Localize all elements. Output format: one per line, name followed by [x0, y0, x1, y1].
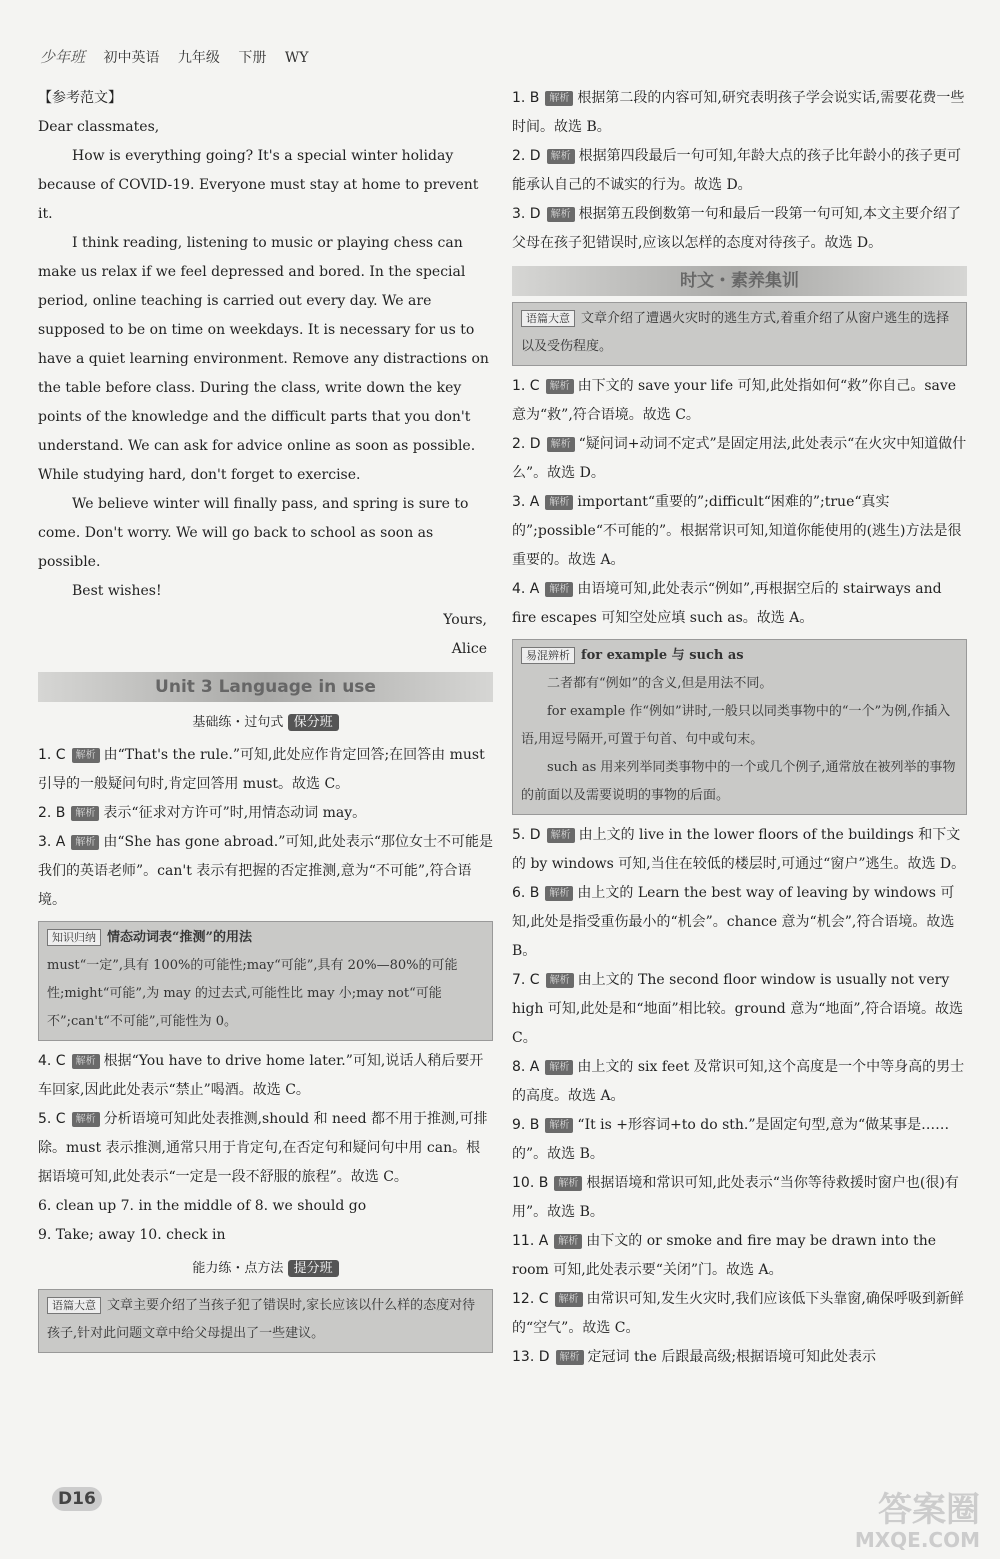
- answer-item: [38, 741, 493, 799]
- analysis-badge: 解析: [554, 1176, 582, 1191]
- box-title: for example 与 such as: [581, 648, 744, 663]
- answer-text: important“重要的”;difficult“困难的”;true“真实的”;possible“不可能的”。根据常识可知,知道你能使用的(逃生)方法是很重要的。故选 A。: [512, 494, 962, 568]
- answer-number: 1. B: [512, 90, 540, 106]
- answer-number: 2. D: [512, 148, 541, 164]
- answer-item: [512, 1343, 967, 1372]
- analysis-badge: 解析: [545, 1060, 573, 1075]
- answer-item: [512, 372, 967, 430]
- header-grade: 九年级: [177, 50, 220, 66]
- answer-number: 6. B: [512, 885, 540, 901]
- analysis-badge: 解析: [556, 1350, 584, 1365]
- answer-line: 9. Take; away 10. check in: [38, 1227, 226, 1243]
- brand-logo: 少年班: [40, 48, 86, 66]
- box-tag: 知识归纳: [47, 929, 101, 946]
- answer-text: 定冠词 the 后跟最高级;根据语境可知此处表示: [587, 1349, 877, 1365]
- answer-item: [512, 1285, 967, 1343]
- compare-box: [512, 639, 967, 815]
- section-ability: [38, 1254, 493, 1283]
- box-tag: 语篇大意: [521, 310, 575, 327]
- answer-line: 6. clean up 7. in the middle of 8. we should go: [38, 1198, 367, 1214]
- answer-text: 由上文的 six feet 及常识可知,这个高度是一个中等身高的男士的高度。故选 A。: [512, 1059, 965, 1104]
- answer-number: 7. C: [512, 972, 540, 988]
- answer-text: 由“She has gone abroad.”可知,此处表示“那位女士不可能是我们的英语老师”。can't 表示有把握的否定推测,意为“不可能”,符合语境。: [38, 834, 493, 908]
- answer-number: 3. A: [38, 834, 66, 850]
- answer-number: 10. B: [512, 1175, 549, 1191]
- answer-item: [512, 1111, 967, 1169]
- answer-text: 根据语境和常识可知,此处表示“当你等待救援时窗户也(很)有用”。故选 B。: [512, 1175, 959, 1220]
- section-tag: 提分班: [288, 1260, 339, 1277]
- answer-number: 13. D: [512, 1349, 550, 1365]
- answer-text: 由下文的 save your life 可知,此处指如何“救”你自己。save 意为“救”,符合语境。故选 C。: [512, 378, 957, 423]
- answer-item: [512, 1169, 967, 1227]
- knowledge-box: [38, 921, 493, 1041]
- answer-text: 表示“征求对方许可”时,用情态动词 may。: [103, 805, 367, 821]
- essay-closing: Best wishes!: [72, 583, 162, 599]
- right-column: [512, 84, 967, 1372]
- essay-paragraph: We believe winter will finally pass, and spring is sure to come. Don't worry. We will go back to school as soon as possible.: [38, 496, 469, 570]
- essay-paragraph: How is everything going? It's a special winter holiday because of COVID-19. Everyone must stay at home to prevent it.: [38, 148, 479, 222]
- header-volume: 下册: [238, 50, 267, 66]
- answer-item: [512, 142, 967, 200]
- section-tag: 保分班: [288, 714, 339, 731]
- box-title: 情态动词表“推测”的用法: [107, 930, 252, 945]
- analysis-badge: 解析: [547, 149, 575, 164]
- answer-text: 由上文的 Learn the best way of leaving by windows 可知,此处是指受重伤最小的“机会”。chance 意为“机会”,符合语境。故选 B。: [512, 885, 955, 959]
- answer-text: 由常识可知,发生火灾时,我们应该低下头靠窗,确保呼吸到新鲜的“空气”。故选 C。: [512, 1291, 964, 1336]
- answer-item: [512, 1053, 967, 1111]
- answer-text: 根据第四段最后一句可知,年龄大点的孩子比年龄小的孩子更可能承认自己的不诚实的行为。故选 D。: [512, 148, 962, 193]
- watermark-small: MXQE.COM: [854, 1528, 980, 1552]
- answer-number: 1. C: [38, 747, 66, 763]
- answer-number: 2. D: [512, 436, 541, 452]
- answer-item: [512, 1227, 967, 1285]
- answer-number: 3. A: [512, 494, 540, 510]
- summary-box: [38, 1289, 493, 1353]
- section-banner: 时文・素养集训: [512, 266, 967, 296]
- analysis-badge: 解析: [72, 748, 100, 763]
- page-number: D16: [52, 1487, 102, 1511]
- section-label: 基础练・过句式: [192, 715, 284, 730]
- analysis-badge: 解析: [545, 91, 573, 106]
- watermark-big: 答案圈: [878, 1490, 980, 1530]
- answer-list: [512, 372, 967, 633]
- answer-text: 由上文的 The second floor window is usually not very high 可知,此处是和“地面”相比较。ground 意为“地面”,符合语境。故选 C。: [512, 972, 963, 1046]
- answer-text: “疑问词+动词不定式”是固定用法,此处表示“在火灾中知道做什么”。故选 D。: [512, 436, 967, 481]
- answer-number: 9. B: [512, 1117, 540, 1133]
- header-subject: 初中英语: [103, 50, 160, 66]
- left-column: [38, 84, 493, 1359]
- page-header: [40, 46, 322, 67]
- answer-number: 5. C: [38, 1111, 66, 1127]
- analysis-badge: 解析: [71, 806, 99, 821]
- analysis-badge: 解析: [545, 582, 573, 597]
- answer-item: [512, 430, 967, 488]
- answer-number: 2. B: [38, 805, 66, 821]
- box-text: 文章介绍了遭遇火灾时的逃生方式,着重介绍了从窗户逃生的选择以及受伤程度。: [521, 311, 950, 354]
- section-basic: [38, 708, 493, 737]
- box-tag: 易混辨析: [521, 647, 575, 664]
- answer-number: 3. D: [512, 206, 541, 222]
- analysis-badge: 解析: [546, 973, 574, 988]
- box-line: such as 用来列举同类事物中的一个或几个例子,通常放在被列举的事物的前面以及需要说明的事物的后面。: [521, 760, 956, 803]
- answer-text: 由上文的 live in the lower floors of the buildings 和下文的 by windows 可知,当住在较低的楼层时,可通过“窗户”逃生。故选 D。: [512, 827, 966, 872]
- answer-number: 8. A: [512, 1059, 540, 1075]
- answer-text: 由“That's the rule.”可知,此处应作肯定回答;在回答由 must 引导的一般疑问句时,肯定回答用 must。故选 C。: [38, 747, 485, 792]
- analysis-badge: 解析: [546, 379, 574, 394]
- essay-tag: 【参考范文】: [38, 90, 122, 106]
- answer-text: 分析语境可知此处表推测,should 和 need 都不用于推测,可排除。must 表示推测,通常只用于肯定句,在否定句和疑问句中用 can。根据语境可知,此处表示“一定是一段不舒服的旅程”。故选 C。: [38, 1111, 488, 1185]
- box-line: for example 作“例如”讲时,一般只以同类事物中的“一个”为例,作插入语,用逗号隔开,可置于句首、句中或句末。: [521, 704, 951, 747]
- answer-number: 1. C: [512, 378, 540, 394]
- analysis-badge: 解析: [545, 886, 573, 901]
- analysis-badge: 解析: [72, 1112, 100, 1127]
- answer-item: [512, 84, 967, 142]
- box-text: 文章主要介绍了当孩子犯了错误时,家长应该以什么样的态度对待孩子,针对此问题文章中给父母提出了一些建议。: [47, 1298, 476, 1341]
- box-line: 二者都有“例如”的含义,但是用法不同。: [547, 676, 773, 691]
- answer-list: [512, 84, 967, 258]
- answer-number: 11. A: [512, 1233, 549, 1249]
- answer-list: [38, 741, 493, 915]
- answer-list: [38, 1047, 493, 1250]
- analysis-badge: 解析: [547, 207, 575, 222]
- answer-item: [512, 966, 967, 1053]
- answer-number: 12. C: [512, 1291, 549, 1307]
- analysis-badge: 解析: [72, 1054, 100, 1069]
- analysis-badge: 解析: [545, 1118, 573, 1133]
- answer-list: [512, 821, 967, 1372]
- analysis-badge: 解析: [545, 495, 573, 510]
- answer-number: 5. D: [512, 827, 541, 843]
- answer-text: 根据第五段倒数第一句和最后一段第一句可知,本文主要介绍了父母在孩子犯错误时,应该以怎样的态度对待孩子。故选 D。: [512, 206, 962, 251]
- analysis-badge: 解析: [555, 1292, 583, 1307]
- unit-banner: Unit 3 Language in use: [38, 672, 493, 702]
- answer-text: 由下文的 or smoke and fire may be drawn into the room 可知,此处表示要“关闭”门。故选 A。: [512, 1233, 937, 1278]
- essay-greeting: Dear classmates,: [38, 119, 160, 135]
- answer-item: [512, 488, 967, 575]
- answer-item: [38, 828, 493, 915]
- answer-number: 4. A: [512, 581, 540, 597]
- section-label: 能力练・点方法: [192, 1261, 284, 1276]
- answer-item: [38, 1047, 493, 1105]
- answer-item: [512, 821, 967, 879]
- box-tag: 语篇大意: [47, 1297, 101, 1314]
- answer-text: “It is +形容词+to do sth.”是固定句型,意为“做某事是……的”。故选 B。: [512, 1117, 950, 1162]
- header-edition: WY: [284, 50, 309, 66]
- essay-sign-name: Alice: [451, 641, 487, 657]
- answer-text: 由语境可知,此处表示“例如”,再根据空后的 stairways and fire escapes 可知空处应填 such as。故选 A。: [512, 581, 942, 626]
- summary-box: [512, 302, 967, 366]
- answer-item: [38, 1105, 493, 1192]
- box-text: must“一定”,具有 100%的可能性;may“可能”,具有 20%—80%的可能性;might“可能”,为 may 的过去式,可能性比 may 小;may not“可能不”;can't“不可能”,可能性为 0。: [47, 958, 458, 1029]
- watermark-logo: [854, 1490, 980, 1555]
- analysis-badge: 解析: [554, 1234, 582, 1249]
- answer-text: 根据第二段的内容可知,研究表明孩子学会说实话,需要花费一些时间。故选 B。: [512, 90, 965, 135]
- analysis-badge: 解析: [71, 835, 99, 850]
- answer-item: [512, 575, 967, 633]
- analysis-badge: 解析: [547, 828, 575, 843]
- essay-sign-yours: Yours,: [443, 612, 487, 628]
- analysis-badge: 解析: [547, 437, 575, 452]
- answer-item: [512, 200, 967, 258]
- answer-item: [38, 799, 493, 828]
- answer-number: 4. C: [38, 1053, 66, 1069]
- answer-item: [512, 879, 967, 966]
- essay-paragraph: I think reading, listening to music or playing chess can make us relax if we feel depressed and bored. In the special period, online teaching is carried out every day. We are supposed to be on time on weekdays. It is necessary for us to have a quiet learning environment. Remove any distractions on the table before class. During the class, write down the key points of the knowledge and the difficult parts that you don't understand. We can ask for advice online as soon as possible. While studying hard, don't forget to exercise.: [38, 235, 489, 483]
- answer-text: 根据“You have to drive home later.”可知,说话人稍后要开车回家,因此此处表示“禁止”喝酒。故选 C。: [38, 1053, 484, 1098]
